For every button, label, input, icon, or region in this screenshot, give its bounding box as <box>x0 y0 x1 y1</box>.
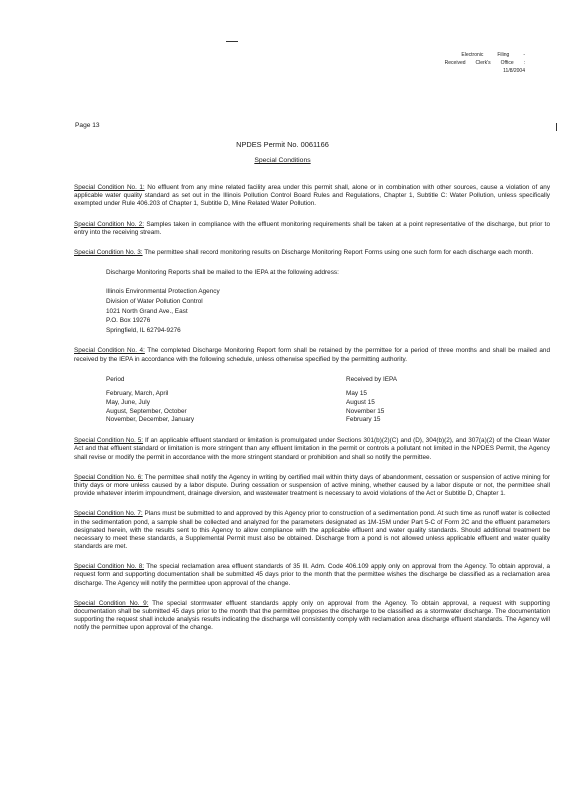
condition-text: Plans must be submitted to and approved by this Agency prior to construction of a sedimentation pond. At such time as runoff water is collected in the sedimentation pond, a sample shall be collected and analyzed for the parameters designated as 1M-15M under Part 5-C of Form 2C and the effluent parameters designated herein, with the results sent to this Agency to allow compliance with the applicable effluent and water quality standards. Should additional treatment be necessary to meet these standards, a Supplemental Permit must also be obtained. Discharge from a pond is not allowed unless applicable effluent and water quality standards are met. <box>74 510 550 551</box>
condition-label: Special Condition No. 2: <box>74 220 145 228</box>
address-line: P.O. Box 19276 <box>106 317 151 325</box>
special-condition-9 <box>74 600 550 633</box>
section-title: Special Conditions <box>254 157 311 164</box>
special-condition-3 <box>74 249 550 257</box>
address-line: 1021 North Grand Ave., East <box>106 307 188 315</box>
schedule-row <box>106 408 486 417</box>
schedule-due: February 15 <box>346 416 381 424</box>
stamp-word: - <box>523 52 525 58</box>
schedule-due: November 15 <box>346 407 385 415</box>
schedule-due: August 15 <box>346 398 375 406</box>
condition-text: The permittee shall notify the Agency in writing by certified mail within thirty days of abandonment, cessation or suspension of active mining for thirty days or more unless caused by a labor dispute. During cessation or suspension of active mining, whether caused by a labor dispute or not, the permittee shall provide whatever interim impoundment, drainage diversion, and wastewater treatment is necessary to avoid violations of the Act or Subtitle D, Chapter 1. <box>74 473 551 498</box>
address-line: Illinois Environmental Protection Agency <box>106 288 220 296</box>
top-dash-mark <box>226 41 238 42</box>
special-condition-6 <box>74 474 550 499</box>
condition-text: The permittee shall record monitoring results on Discharge Monitoring Report Forms using one such form for each discharge each month. <box>142 248 534 256</box>
stamp-word: : <box>523 59 525 66</box>
condition-label: Special Condition No. 3: <box>74 248 143 256</box>
condition-label: Special Condition No. 8: <box>74 563 145 571</box>
special-condition-2 <box>74 221 550 237</box>
schedule-period: February, March, April <box>106 389 169 397</box>
special-condition-7 <box>74 510 550 551</box>
condition-label: Special Condition No. 5: <box>74 437 144 445</box>
schedule-period: May, June, July <box>106 398 150 406</box>
condition-text: The completed Discharge Monitoring Report form shall be retained by the permittee for a period of three months and shall be mailed and received by the IEPA in accordance with the following schedule, unless otherwise specified by the permitting authority. <box>74 347 550 363</box>
stamp-word: Electronic <box>461 52 484 58</box>
schedule-period: November, December, January <box>106 416 195 424</box>
schedule-header <box>106 376 486 384</box>
condition-label: Special Condition No. 4: <box>74 347 145 355</box>
stamp-word: Office <box>500 59 514 66</box>
special-condition-4 <box>74 347 550 363</box>
condition-label: Special Condition No. 6: <box>74 473 143 481</box>
special-condition-5 <box>74 437 550 462</box>
address-line: Springfield, IL 62794-9276 <box>106 326 181 334</box>
schedule-row <box>106 416 486 425</box>
electronic-filing-stamp <box>405 52 525 75</box>
condition-text: If an applicable effluent standard or limitation is promulgated under Sections 301(b)(2)(C) and (D), 304(b)(2), and 307(a)(2) of the Clean Water Act and that effluent standard or limitation is more stringent than any effluent limitation in the permit or controls a pollutant not limited in the NPDES Permit, the Agency shall revise or modify the permit in accordance with the more stringent standard or prohibition and shall so notify the permittee. <box>74 437 551 461</box>
reporting-schedule <box>106 376 486 426</box>
mailing-address <box>106 287 550 335</box>
schedule-row <box>106 399 486 408</box>
address-line: Division of Water Pollution Control <box>106 297 203 305</box>
received-header: Received by IEPA <box>346 375 398 383</box>
stamp-word: Received <box>444 59 466 66</box>
stamp-word: Filing <box>497 52 510 58</box>
period-header: Period <box>106 375 125 383</box>
condition-label: Special Condition No. 1: <box>74 184 145 191</box>
schedule-due: May 15 <box>346 389 367 397</box>
stamp-date: 11/8/2004 <box>503 67 525 74</box>
condition-label: Special Condition No. 7: <box>74 510 143 518</box>
condition-text: The special stormwater effluent standards apply only on approval from the Agency. To obtain approval, a request with supporting documentation shall be submitted 45 days prior to the month that the permittee proposes the discharge to be classified as a stormwater discharge. The documentation supporting the request shall include analysis results indicating the discharge will consistently comply with reclamation area discharge effluent standards. The Agency will notify the permittee upon approval of the change. <box>74 599 550 632</box>
document-body <box>74 184 550 645</box>
condition-label: Special Condition No. 9: <box>74 599 149 607</box>
margin-mark <box>556 123 557 131</box>
schedule-period: August, September, October <box>106 407 187 415</box>
dmr-intro: Discharge Monitoring Reports shall be mailed to the IEPA at the following address: <box>106 269 339 277</box>
schedule-row <box>106 390 486 399</box>
condition-text: No effluent from any mine related facility area under this permit shall, alone or in combination with other sources, cause a violation of any applicable water quality standard as set out in the Illinois Pollution Control Board Rules and Regulations, Chapter 1, Subtitle C: Water Pollution, unless specifically exempted under Rule 406.203 of Chapter 1, Subtitle D, Mine Related Water Pollution. <box>74 184 551 208</box>
condition-text: Samples taken in compliance with the effluent monitoring requirements shall be taken at a point representative of the discharge, but prior to entry into the receiving stream. <box>74 220 551 236</box>
special-condition-1 <box>74 184 550 209</box>
condition-text: The special reclamation area effluent standards of 35 Ill. Adm. Code 406.109 apply only on approval from the Agency. To obtain approval, a request form and supporting documentation shall be submitted 45 days prior to the month that the permittee wishes the discharge be classified as a reclamation area discharge. The Agency will notify the permittee upon approval of the change. <box>74 563 550 587</box>
permit-title: NPDES Permit No. 0061166 <box>236 140 329 149</box>
special-condition-8 <box>74 563 550 588</box>
stamp-word: Clerk's <box>475 59 491 66</box>
page-number: Page 13 <box>75 122 100 129</box>
